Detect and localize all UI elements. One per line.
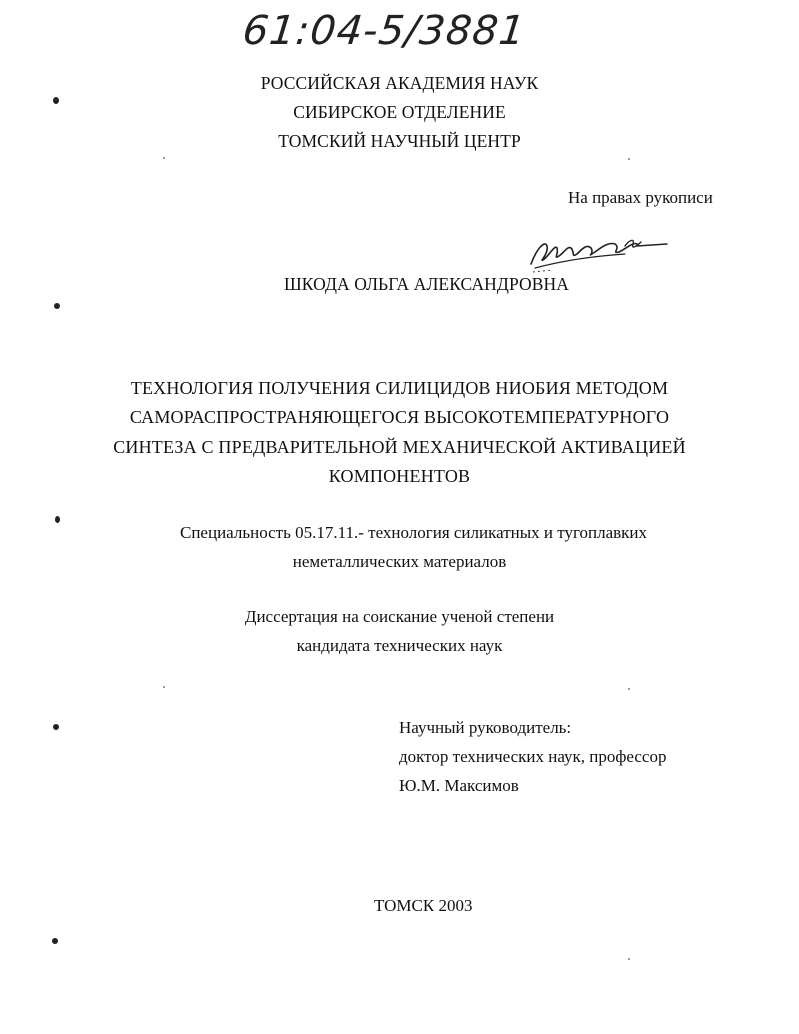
author-signature [525,226,670,276]
scan-speck [628,688,630,690]
binding-hole-dot [53,724,59,730]
manuscript-rights: На правах рукописи [568,188,713,207]
specialty-line-2: неметаллических материалов [292,552,507,571]
header-center: ТОМСКИЙ НАУЧНЫЙ ЦЕНТР [278,131,521,151]
city-year: ТОМСК 2003 [374,896,473,915]
dissertation-line-2: кандидата технических наук [296,636,503,655]
binding-hole-dot [55,516,60,523]
title-line-2: САМОРАСПРОСТРАНЯЮЩЕГОСЯ ВЫСОКОТЕМПЕРАТУРНОГО [129,407,670,427]
supervisor-degree: доктор технических наук, профессор [399,747,667,766]
supervisor-label: Научный руководитель: [399,718,572,737]
archive-number: 61:04-5/3881 [240,8,528,54]
header-branch: СИБИРСКОЕ ОТДЕЛЕНИЕ [293,102,506,122]
scan-speck [163,157,165,159]
scan-speck [163,686,165,688]
supervisor-name: Ю.М. Максимов [399,776,519,795]
title-line-1: ТЕХНОЛОГИЯ ПОЛУЧЕНИЯ СИЛИЦИДОВ НИОБИЯ МЕТОДОМ [130,378,669,398]
title-line-3: СИНТЕЗА С ПРЕДВАРИТЕЛЬНОЙ МЕХАНИЧЕСКОЙ АКТИВАЦИЕЙ [113,437,686,457]
dissertation-line-1: Диссертация на соискание ученой степени [244,607,555,626]
title-line-4: КОМПОНЕНТОВ [328,466,471,486]
scan-speck [628,158,630,160]
header-academy: РОССИЙСКАЯ АКАДЕМИЯ НАУК [260,73,539,93]
binding-hole-dot [52,938,58,944]
scan-speck [628,958,630,960]
specialty-line-1: Специальность 05.17.11.- технология силикатных и тугоплавких [180,523,648,542]
author-name: ШКОДА ОЛЬГА АЛЕКСАНДРОВНА [284,274,569,294]
binding-hole-dot [54,303,60,309]
